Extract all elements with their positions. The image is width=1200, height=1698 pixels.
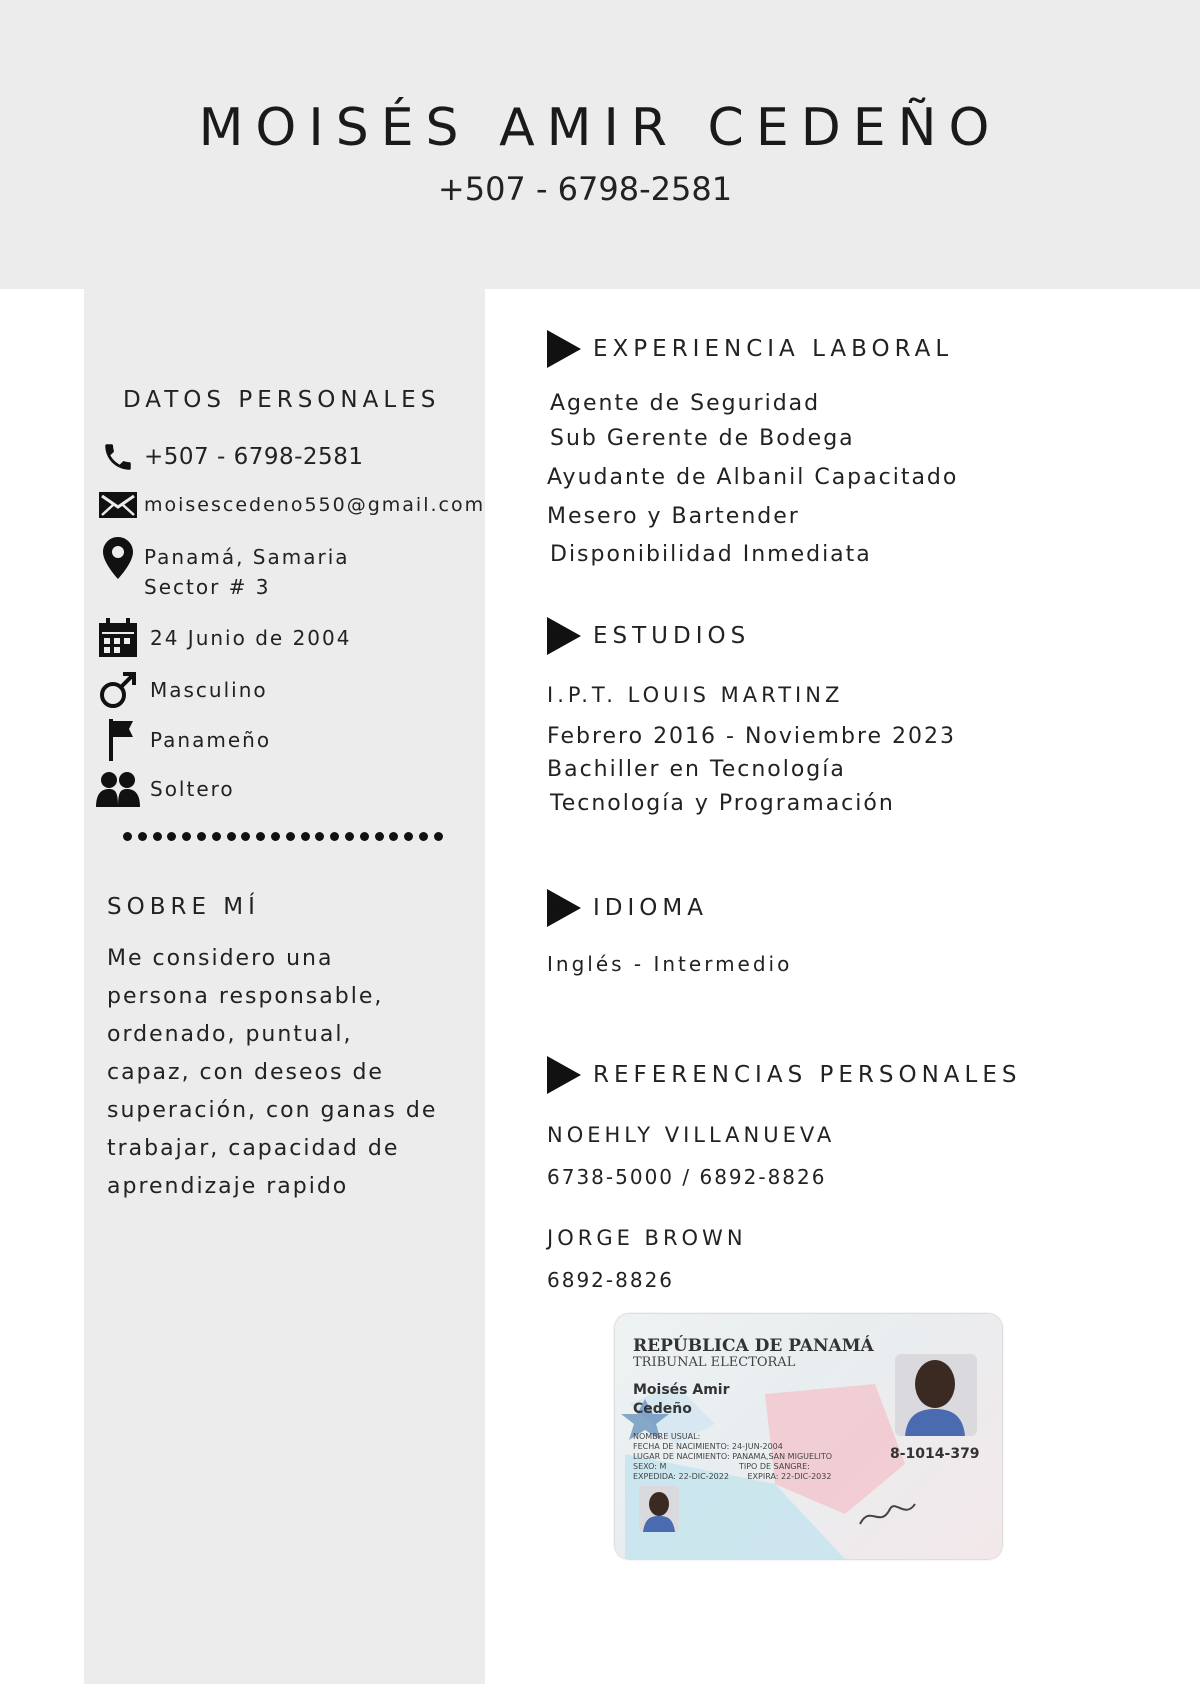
reference-1-phone: 6738-5000 / 6892-8826 [547,1165,827,1189]
experience-item: Agente de Seguridad [550,391,821,416]
about-line: capaz, con deseos de [107,1060,384,1085]
gender-row [96,668,268,712]
location-pin-icon [96,535,140,581]
about-line: ordenado, puntual, [107,1022,353,1047]
experience-item: Ayudante de Albanil Capacitado [547,465,959,490]
triangle-bullet-icon [547,330,581,368]
id-birth-row [633,1442,893,1452]
idioma-title: IDIOMA [593,895,708,921]
male-symbol-icon [96,668,140,712]
about-title: SOBRE MÍ [107,894,260,920]
id-number: 8-1014-379 [890,1446,980,1462]
header-phone: +507 - 6798-2581 [437,170,733,208]
id-given-name: Moisés Amir [633,1382,730,1398]
about-line: trabajar, capacidad de [107,1136,400,1161]
mail-icon [96,483,140,527]
nationality-row [96,718,271,762]
id-dates-row [633,1472,893,1482]
calendar-icon [96,616,140,660]
about-line: persona responsable, [107,984,384,1009]
idioma-section-title [547,889,708,927]
people-icon [96,767,140,811]
id-sex-label: SEXO: M [633,1462,667,1471]
study-period: Febrero 2016 - Noviembre 2023 [547,724,957,749]
dotted-divider [123,832,443,846]
full-name: MOISÉS AMIR CEDEÑO [198,98,1002,158]
triangle-bullet-icon [547,889,581,927]
birthdate-row [96,616,351,660]
gender: Masculino [150,678,268,702]
address-line-2: Sector # 3 [144,575,271,599]
address-line-1: Panamá, Samaria [144,545,350,569]
about-line: aprendizaje rapido [107,1174,349,1199]
contact-phone: +507 - 6798-2581 [144,444,364,470]
estudios-section-title [547,617,750,655]
language-level: Inglés - Intermedio [547,952,793,976]
id-usual-label: NOMBRE USUAL: [633,1432,701,1441]
id-expires-label: EXPIRA: 22-DIC-2032 [747,1472,832,1481]
experiencia-title: EXPERIENCIA LABORAL [593,336,954,362]
id-place-row [633,1452,893,1462]
contact-email: moisescedeno550@gmail.com [144,494,486,516]
id-place-label: LUGAR DE NACIMIENTO: [633,1452,730,1461]
study-degree: Bachiller en Tecnología [547,757,846,782]
estudios-title: ESTUDIOS [593,623,751,649]
id-card-image [615,1314,1002,1559]
contact-email-row [96,483,485,527]
nationality: Panameño [150,728,272,752]
experiencia-section-title [547,330,953,368]
about-line: Me considero una [107,946,334,971]
id-blood-label: TIPO DE SANGRE: [738,1462,810,1471]
referencias-title: REFERENCIAS PERSONALES [593,1062,1022,1088]
referencias-section-title [547,1056,1021,1094]
id-birth-label: FECHA DE NACIMIENTO: [633,1442,730,1451]
flag-icon [96,718,140,762]
study-field: Tecnología y Programación [550,791,895,816]
phone-icon [96,435,140,479]
id-birth-value: 24-JUN-2004 [731,1442,783,1451]
experience-item: Sub Gerente de Bodega [550,426,855,451]
id-country: REPÚBLICA DE PANAMÁ [633,1336,874,1356]
reference-2-name: JORGE BROWN [547,1226,747,1250]
reference-1-name: NOEHLY VILLANUEVA [547,1123,836,1147]
id-sex-row [633,1462,893,1472]
triangle-bullet-icon [547,1056,581,1094]
id-issued-label: EXPEDIDA: 22-DIC-2022 [633,1472,729,1481]
experience-item: Disponibilidad Inmediata [550,542,872,567]
contact-phone-row [96,435,363,479]
datos-personales-title: DATOS PERSONALES [123,387,441,413]
id-agency: TRIBUNAL ELECTORAL [633,1355,796,1370]
reference-2-phone: 6892-8826 [547,1268,675,1292]
triangle-bullet-icon [547,617,581,655]
about-text [107,940,447,1206]
id-details [633,1432,893,1482]
birthdate: 24 Junio de 2004 [150,626,352,650]
civil-status-row [96,767,235,811]
contact-address-row [96,535,350,599]
school-name: I.P.T. LOUIS MARTINZ [547,683,844,707]
experience-item: Mesero y Bartender [547,504,800,529]
about-line: superación, con ganas de [107,1098,438,1123]
id-surname: Cedeño [633,1401,692,1417]
civil-status: Soltero [150,777,235,801]
id-place-value: PANAMA,SAN MIGUELITO [732,1452,833,1461]
